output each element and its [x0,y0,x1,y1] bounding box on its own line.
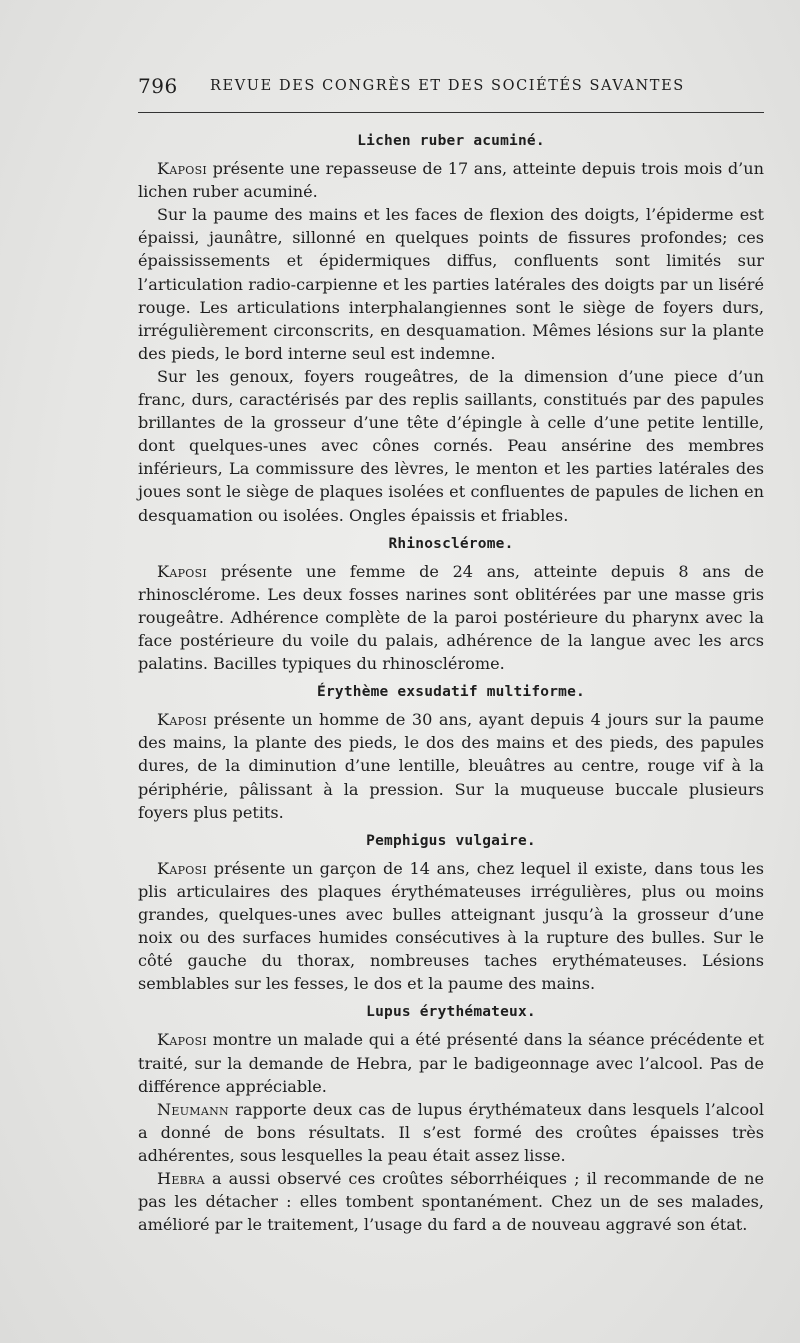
running-head [138,74,764,104]
header-rule [138,112,764,113]
paragraph-text: présente un homme de 30 ans, ayant depuis 4 jours sur la paume des mains, la plante des pieds, le dos des mains et des pieds, des papules dures, de la diminution d’une lentille, bleuâtres au centre, rouge vif à la périphérie, pâlissant à la pression. Sur la muqueuse buccale plusieurs foyers plus petits. [138,710,764,822]
section-heading: Pemphigus vulgaire. [366,832,536,849]
page-number: 796 [138,74,178,98]
paragraph-text: présente une femme de 24 ans, atteinte depuis 8 ans de rhinosclérome. Les deux fosses narines sont oblitérées par une masse gris rougeâtre. Adhérence complète de la paroi postérieure du pharynx avec la face postérieure du voile du palais, adhérence de la langue avec les arcs palatins. Bacilles typiques du rhinosclérome. [138,561,764,674]
paragraph [138,1028,764,1097]
author-name: Kaposi [157,561,208,581]
section-pemphigus [138,830,764,996]
paragraph [138,857,764,996]
paragraph [138,157,764,203]
section-heading: Lichen ruber acuminé. [357,133,545,149]
running-title: REVUE DES CONGRÈS ET DES SOCIÉTÉS SAVANTES [210,78,685,94]
section-heading: Rhinosclérome. [388,535,514,552]
paragraph-text: Sur la paume des mains et les faces de flexion des doigts, l’épiderme est épaissi, jaunâtre, sillonné en quelques points de fissures profondes; ces épaississements et épidermiques diffus, confluents sont limités sur l’articulation radio-carpienne et les parties latérales des doigts par un liséré rouge. Les articulations interphalangiennes sont le siège de foyers durs, irrégulièrement circonscrits, en desquamation. Mêmes lésions sur la plante des pieds, le bord interne seul est indemne. [138,205,764,363]
paragraph [138,708,764,823]
paragraph [138,1098,764,1167]
paragraph [138,560,764,675]
section-heading: Érythème exsudatif multiforme. [317,684,585,701]
section-rhinoscleroma [138,533,764,676]
author-name: Neumann [157,1099,229,1119]
paragraph-text: présente une repasseuse de 17 ans, atteinte depuis trois mois d’un lichen ruber acuminé. [138,159,764,202]
section-heading: Lupus érythémateux. [366,1004,536,1021]
paragraph-text: a aussi observé ces croûtes séborrhéiques ; il recommande de ne pas les détacher : elles tombent spontanément. Chez un de ses malades, amélioré par le traitement, l’usage du fard a de nouveau aggravé son état. [138,1169,764,1235]
author-name: Hebra [157,1169,205,1189]
section-lichen [138,130,764,527]
section-erythema [138,681,764,824]
author-name: Kaposi [157,710,208,730]
paragraph [138,1167,764,1236]
author-name: Kaposi [157,858,208,878]
paragraph [138,203,764,365]
author-name: Kaposi [157,1030,208,1050]
paragraph-text: rapporte deux cas de lupus érythémateux dans lesquels l’alcool a donné de bons résultats. Il s’est formé des croûtes épaisses très adhérentes, sous lesquelles la peau était assez lisse. [138,1099,764,1165]
paragraph-text: présente un garçon de 14 ans, chez lequel il existe, dans tous les plis articulaires des plaques érythémateuses irrégulières, plus ou moins grandes, quelques-unes avec bulles atteignant jusqu’à la grosseur d’une noix ou des surfaces humides consécutives à la rupture des bulles. Sur le côté gauche du thorax, nombreuses taches erythémateuses. Lésions semblables sur les fesses, le dos et la paume des mains. [138,858,764,994]
author-name: Kaposi [157,159,208,179]
body-text [138,130,764,1236]
paragraph-text: Sur les genoux, foyers rougeâtres, de la dimension d’une piece d’un franc, durs, caractérisés par des replis saillants, constitués par des papules brillantes de la grosseur d’une tête d’épingle à celle d’une petite lentille, dont quelques-unes avec cônes cornés. Peau ansérine des membres inférieurs, La commissure des lèvres, le menton et les parties latérales des joues sont le siège de plaques isolées et confluentes de papules de lichen en desquamation ou isolées. Ongles épaissis et friables. [138,366,764,525]
section-lupus [138,1001,764,1236]
paragraph-text: montre un malade qui a été présenté dans la séance précédente et traité, sur la demande de Hebra, par le badigeonnage avec l’alcool. Pas de différence appréciable. [138,1030,764,1096]
paragraph [138,365,764,527]
